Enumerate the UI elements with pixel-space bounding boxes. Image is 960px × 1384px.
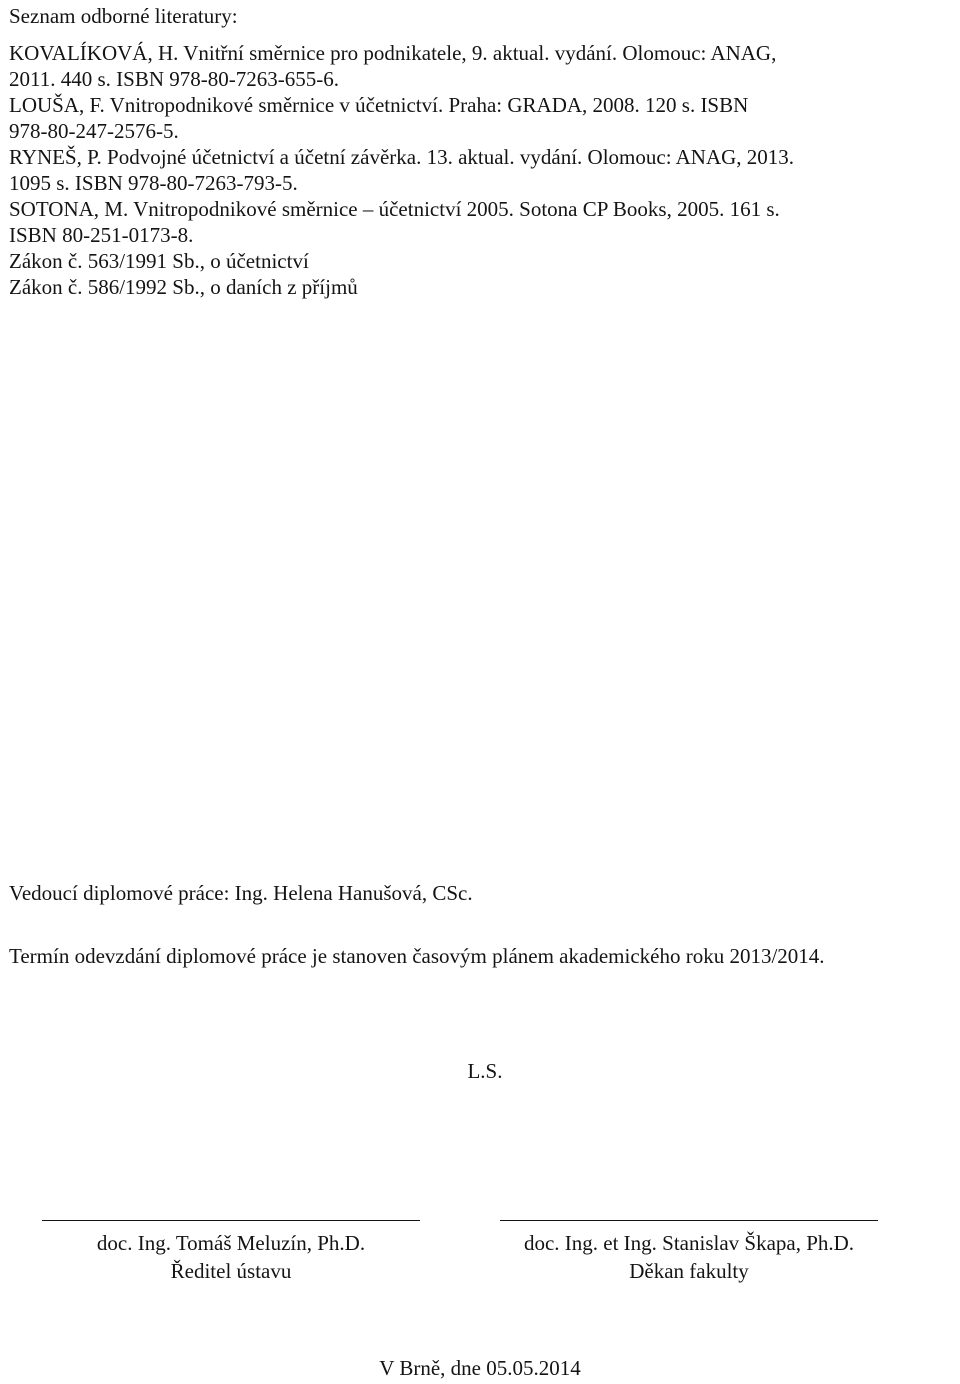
bibliography-heading: Seznam odborné literatury: [9,4,238,28]
signatory-role: Děkan fakulty [629,1259,749,1283]
reference-line: 978-80-247-2576-5. [9,119,179,143]
reference-line: KOVALÍKOVÁ, H. Vnitřní směrnice pro podnikatele, 9. aktual. vydání. Olomouc: ANAG, [9,41,777,65]
reference-entry-rynes [9,144,794,196]
reference-line: ISBN 80-251-0173-8. [9,223,194,247]
signature-block-director [42,1220,420,1285]
signature-block-dean [500,1220,878,1285]
reference-entry-lousa [9,92,748,144]
reference-entry-zakon-ucetnictvi [9,248,309,274]
signatory-name: doc. Ing. et Ing. Stanislav Škapa, Ph.D. [523,1231,855,1255]
submission-deadline: Termín odevzdání diplomové práce je stanoven časovým plánem akademického roku 2013/2014. [9,944,825,968]
signature-line [42,1220,420,1221]
signatory-name: doc. Ing. Tomáš Meluzín, Ph.D. [96,1231,366,1255]
reference-line: 2011. 440 s. ISBN 978-80-7263-655-6. [9,67,339,91]
reference-line: Zákon č. 586/1992 Sb., o daních z příjmů [9,275,358,299]
reference-line: SOTONA, M. Vnitropodnikové směrnice – účetnictví 2005. Sotona CP Books, 2005. 161 s. [9,197,780,221]
reference-line: RYNEŠ, P. Podvojné účetnictví a účetní závěrka. 13. aktual. vydání. Olomouc: ANAG, 2013. [9,145,795,169]
place-and-date: V Brně, dne 05.05.2014 [379,1356,581,1380]
thesis-supervisor: Vedoucí diplomové práce: Ing. Helena Hanušová, CSc. [9,881,473,905]
reference-line: LOUŠA, F. Vnitropodnikové směrnice v účetnictví. Praha: GRADA, 2008. 120 s. ISBN [9,93,749,117]
reference-line: Zákon č. 563/1991 Sb., o účetnictví [9,249,309,273]
reference-entry-kovalikova [9,40,776,92]
reference-line: 1095 s. ISBN 978-80-7263-793-5. [9,171,298,195]
signatory-role: Ředitel ústavu [170,1259,292,1283]
reference-entry-zakon-dane [9,274,358,300]
signature-line [500,1220,878,1221]
reference-entry-sotona [9,196,780,248]
seal-placeholder: L.S. [467,1059,503,1083]
